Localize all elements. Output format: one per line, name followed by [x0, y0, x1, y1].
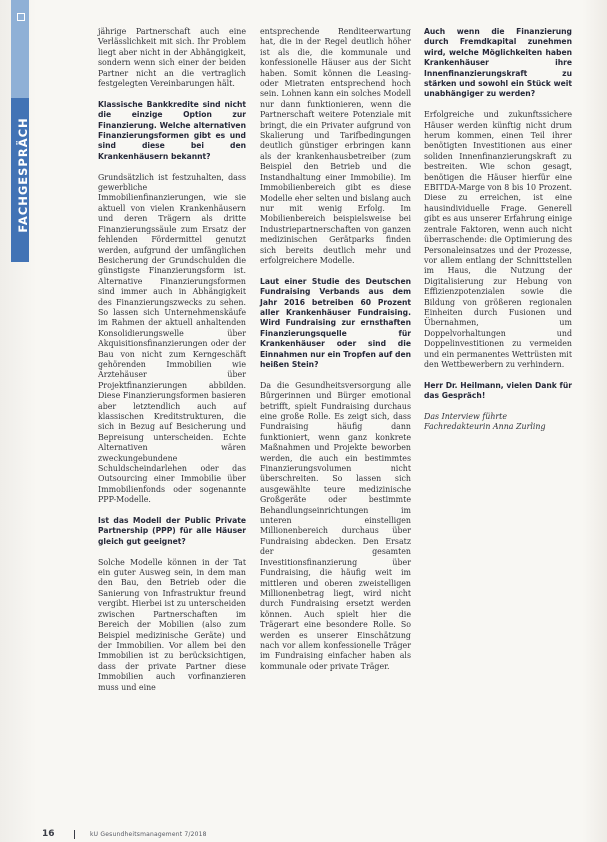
section-tab-label: FACHGESPRÄCH: [16, 117, 30, 233]
body-paragraph: Solche Modelle können in der Tat ein guter Ausweg sein, in dem man den Bau, den Betrieb oder die Sanierung von Infrastruktur freund vergibt. Hierbei ist zu unterscheiden zwischen Partnerschaften im Bereich der Mobilien (also zum Beispiel medizinische Geräte) und der Immobilien. Vor allem bei den Immobilien ist zu berücksichtigen, dass der private Partner diese Immobilien auch vorfinanzieren muss und eine: [98, 557, 246, 692]
section-tab-highlight: [11, 0, 29, 98]
section-tab: [11, 0, 29, 262]
page-footer: [42, 829, 342, 841]
article-column-3: [424, 27, 572, 443]
article-column-2: [260, 27, 411, 683]
section-marker-icon: [17, 13, 25, 21]
page-number: 16: [42, 829, 55, 839]
interview-question: Klassische Bankkredite sind nicht die einzige Option zur Finanzierung. Welche alternativen Finanzierungsformen gibt es und sind diese bei den Krankenhäusern bekannt?: [98, 99, 246, 161]
footer-divider: [74, 830, 75, 839]
body-paragraph: entsprechende Renditeerwartung hat, die in der Regel deutlich höher ist als die, die kommunale und konfessionelle Häuser aus der Sicht haben. Somit können die Leasing- oder Mietraten entsprechend hoch sein. Lohnen kann ein solches Modell nur dann funktionieren, wenn die Partnerschaft weitere Potenziale mit bringt, die ein Privater aufgrund von Skalierung und Tarifbedingungen deutlich günstiger erbringen kann als der krankenhausbetreiber (zum Beispiel den Betrieb und die Instandhaltung einer Immobilie). Im Immobilienbereich gibt es diese Modelle eher selten und bislang auch nur mit wenig Erfolg. Im Mobilienbereich beispielsweise bei Industriepartnerschaften von ganzen medizinischen Gerätparks finden sich bereits deutlich mehr und erfolgreichere Modelle.: [260, 27, 411, 265]
interview-credit: Das Interview führte Fachredakteurin Anna Zurling: [424, 411, 546, 432]
interview-question: Auch wenn die Finanzierung durch Fremdkapital zunehmen wird, welche Möglichkeiten haben Krankenhäuser ihre Innenfinanzierungskraft zu stärken und sowohl ein Stück weit unabhängiger zu werden?: [424, 27, 572, 99]
article-column-1: [98, 27, 246, 703]
publication-name: kU Gesundheitsmanagement 7/2018: [90, 831, 207, 838]
interview-question: Herr Dr. Heilmann, vielen Dank für das Gespräch!: [424, 380, 572, 401]
interview-question: Laut einer Studie des Deutschen Fundraising Verbands aus dem Jahr 2016 betreiben 60 Prozent aller Krankenhäuser Fundraising. Wird Fundraising zur ernsthaften Finanzierungsquelle für Krankenhäuser oder sind die Einnahmen nur ein Tropfen auf den heißen Stein?: [260, 276, 411, 369]
interview-question: Ist das Modell der Public Private Partnership (PPP) für alle Häuser gleich gut geeignet?: [98, 516, 246, 546]
body-paragraph: jährige Partnerschaft auch eine Verlässlichkeit mit sich. Ihr Problem liegt aber nicht in der Abhängigkeit, sondern wenn sich einer der beiden Partner nicht an die vertraglich festgelegten Vereinbarungen hält.: [98, 27, 246, 89]
body-paragraph: Da die Gesundheitsversorgung alle Bürgerinnen und Bürger emotional betrifft, spielt Fundraising durchaus eine große Rolle. Es zeigt sich, dass Fundraising häufig dann funktioniert, wenn ganz konkrete Maßnahmen und Projekte beworben werden, die auch ein bestimmtes Finanzierungsvolumen nicht überschreiten. So lassen sich ausgewählte teure medizinische Großgeräte oder bestimmte Behandlungseinrichtungen im unteren einstelligen Millionenbereich durchaus über Fundraising abdecken. Den Ersatz der gesamten Investitionsfinanzierung über Fundraising, die häufig weit im mittleren und oberen zweistelligen Millionenbetrag liegt, wird nicht durch Fundraising ersetzt werden können. Auch spielt hier die Trägerart eine besondere Rolle. So werden es unserer Einschätzung nach vor allem konfessionelle Träger im Fundraising einfacher haben als kommunale oder private Träger.: [260, 380, 411, 671]
body-paragraph: Grundsätzlich ist festzuhalten, dass gewerbliche Immobilienfinanzierungen, wie sie aktuell von vielen Krankenhäusern und deren Trägern als dritte Finanzierungssäule zum Ersatz der fehlenden Fördermittel genutzt werden, aufgrund der umfänglichen Besicherung der Grundschulden die günstigste Finanzierungsform ist. Alternative Finanzierungsformen sind immer auch in Abhängigkeit des Finanzierungszwecks zu sehen. So lassen sich Unternehmenskäufe im Rahmen der aktuell anhaltenden Konsolidierungswelle über Akquisitionsfinanzierungen oder der Bau von nicht zum Kerngeschäft gehörenden Immobilien wie Ärztehäuser über Projektfinanzierungen abbilden. Diese Finanzierungsformen basieren aber letztendlich auch auf klassischen Kreditstrukturen, die sich in Bezug auf Besicherung und Bepreisung unterscheiden. Echte Alternativen wären zweckungebundene Schuldscheindarlehen oder das Outsourcing einer Immobilie über Immobilienfonds oder sogenannte PPP-Modelle.: [98, 172, 246, 505]
body-paragraph: Erfolgreiche und zukunftssichere Häuser werden künftig nicht drum herum kommen, einen Teil ihrer benötigten Investitionen aus einer soliden Innenfinanzierungskraft zu bestreiten. Wie schon gesagt, benötigen die Häuser hierfür eine EBITDA-Marge von 8 bis 10 Prozent. Diese zu erreichen, ist eine hausindividuelle Frage. Generell gibt es aus unserer Erfahrung einige zentrale Faktoren, wenn auch nicht überraschende: die Optimierung des Personaleinsatzes und der Prozesse, vor allem entlang der Schnittstellen im Haus, die Nutzung der Digitalisierung zur Hebung von Effizienzpotenzialen sowie die Bildung von größeren regionalen Einheiten durch Fusionen und Übernahmen, um Doppelvorhaltungen und Doppelinvestitionen zu vermeiden und ein permanentes Wettrüsten mit den Wettbewerbern zu verhindern.: [424, 110, 572, 369]
